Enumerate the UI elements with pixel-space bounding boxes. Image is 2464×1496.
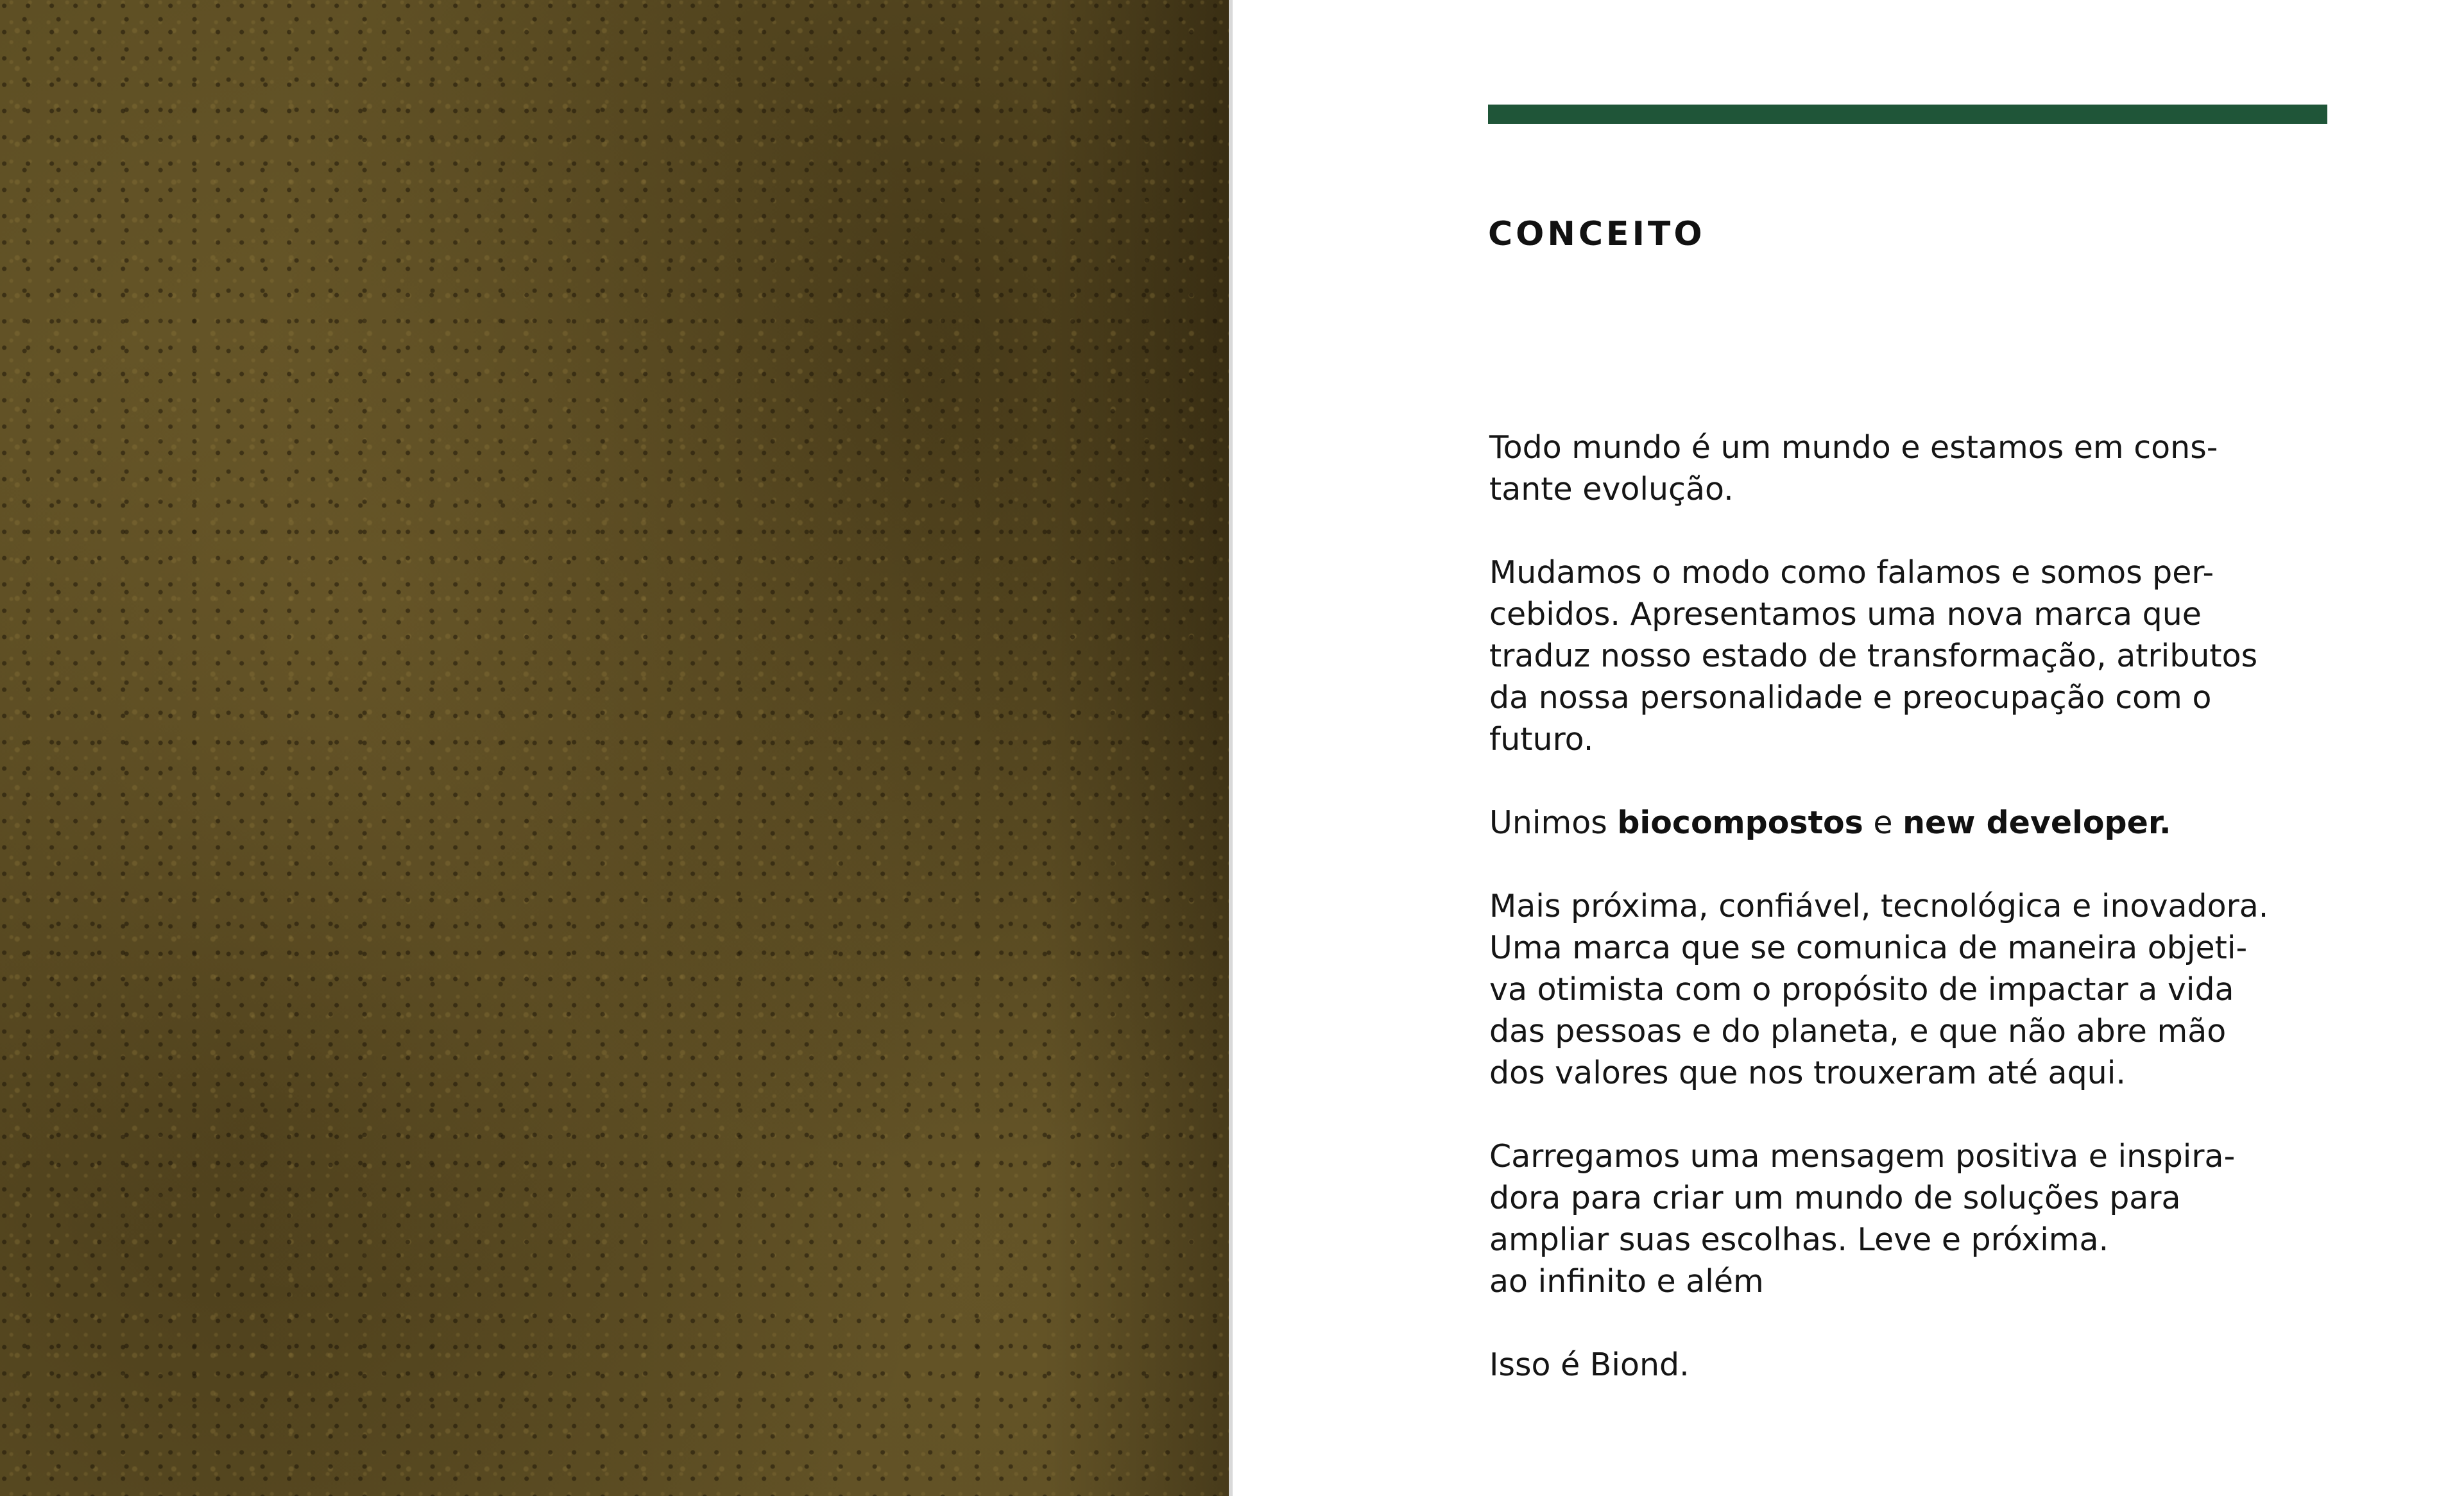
section-title: CONCEITO <box>1488 215 1706 253</box>
text-line: ampliar suas escolhas. Leve e próxima. <box>1489 1221 2109 1258</box>
text-line <box>1489 802 2349 844</box>
highlight-biocompostos: biocompostos <box>1617 804 1863 841</box>
paragraph-closing <box>1489 1344 2349 1386</box>
text-line: ao infinito e além <box>1489 1263 1764 1300</box>
text-line: das pessoas e do planeta, e que não abre mão <box>1489 1013 2227 1050</box>
paragraph-attributes <box>1489 885 2349 1094</box>
text-line: Carregamos uma mensagem positiva e inspira- <box>1489 1138 2236 1175</box>
paragraph-evolution <box>1489 427 2349 510</box>
text-line: Todo mundo é um mundo e estamos em cons- <box>1489 429 2218 466</box>
text-line: Isso é Biond. <box>1489 1347 1690 1383</box>
image-edge-divider <box>1229 0 1233 1496</box>
paragraph-message <box>1489 1135 2349 1302</box>
text-line: Mais próxima, confiável, tecnológica e inovadora. <box>1489 888 2269 924</box>
text-line: futuro. <box>1489 721 1594 758</box>
union-middle: e <box>1863 804 1903 841</box>
text-line: dos valores que nos trouxeram até aqui. <box>1489 1055 2126 1091</box>
text-line: Uma marca que se comunica de maneira objeti- <box>1489 930 2248 966</box>
text-line: da nossa personalidade e preocupação com o <box>1489 679 2212 716</box>
paragraph-new-brand <box>1489 552 2349 760</box>
soil-texture-image <box>0 0 1229 1496</box>
paragraph-union <box>1489 802 2349 844</box>
text-line: va otimista com o propósito de impactar a vida <box>1489 971 2234 1008</box>
concept-body-text <box>1489 427 2349 1427</box>
text-line: Mudamos o modo como falamos e somos per- <box>1489 554 2214 591</box>
text-line: dora para criar um mundo de soluções para <box>1489 1180 2181 1216</box>
text-line: traduz nosso estado de transformação, atributos <box>1489 638 2258 674</box>
green-accent-bar <box>1488 105 2327 124</box>
text-line: cebidos. Apresentamos uma nova marca que <box>1489 596 2202 633</box>
union-prefix: Unimos <box>1489 804 1618 841</box>
text-line: tante evolução. <box>1489 471 1734 507</box>
highlight-new-developer: new developer. <box>1903 804 2171 841</box>
